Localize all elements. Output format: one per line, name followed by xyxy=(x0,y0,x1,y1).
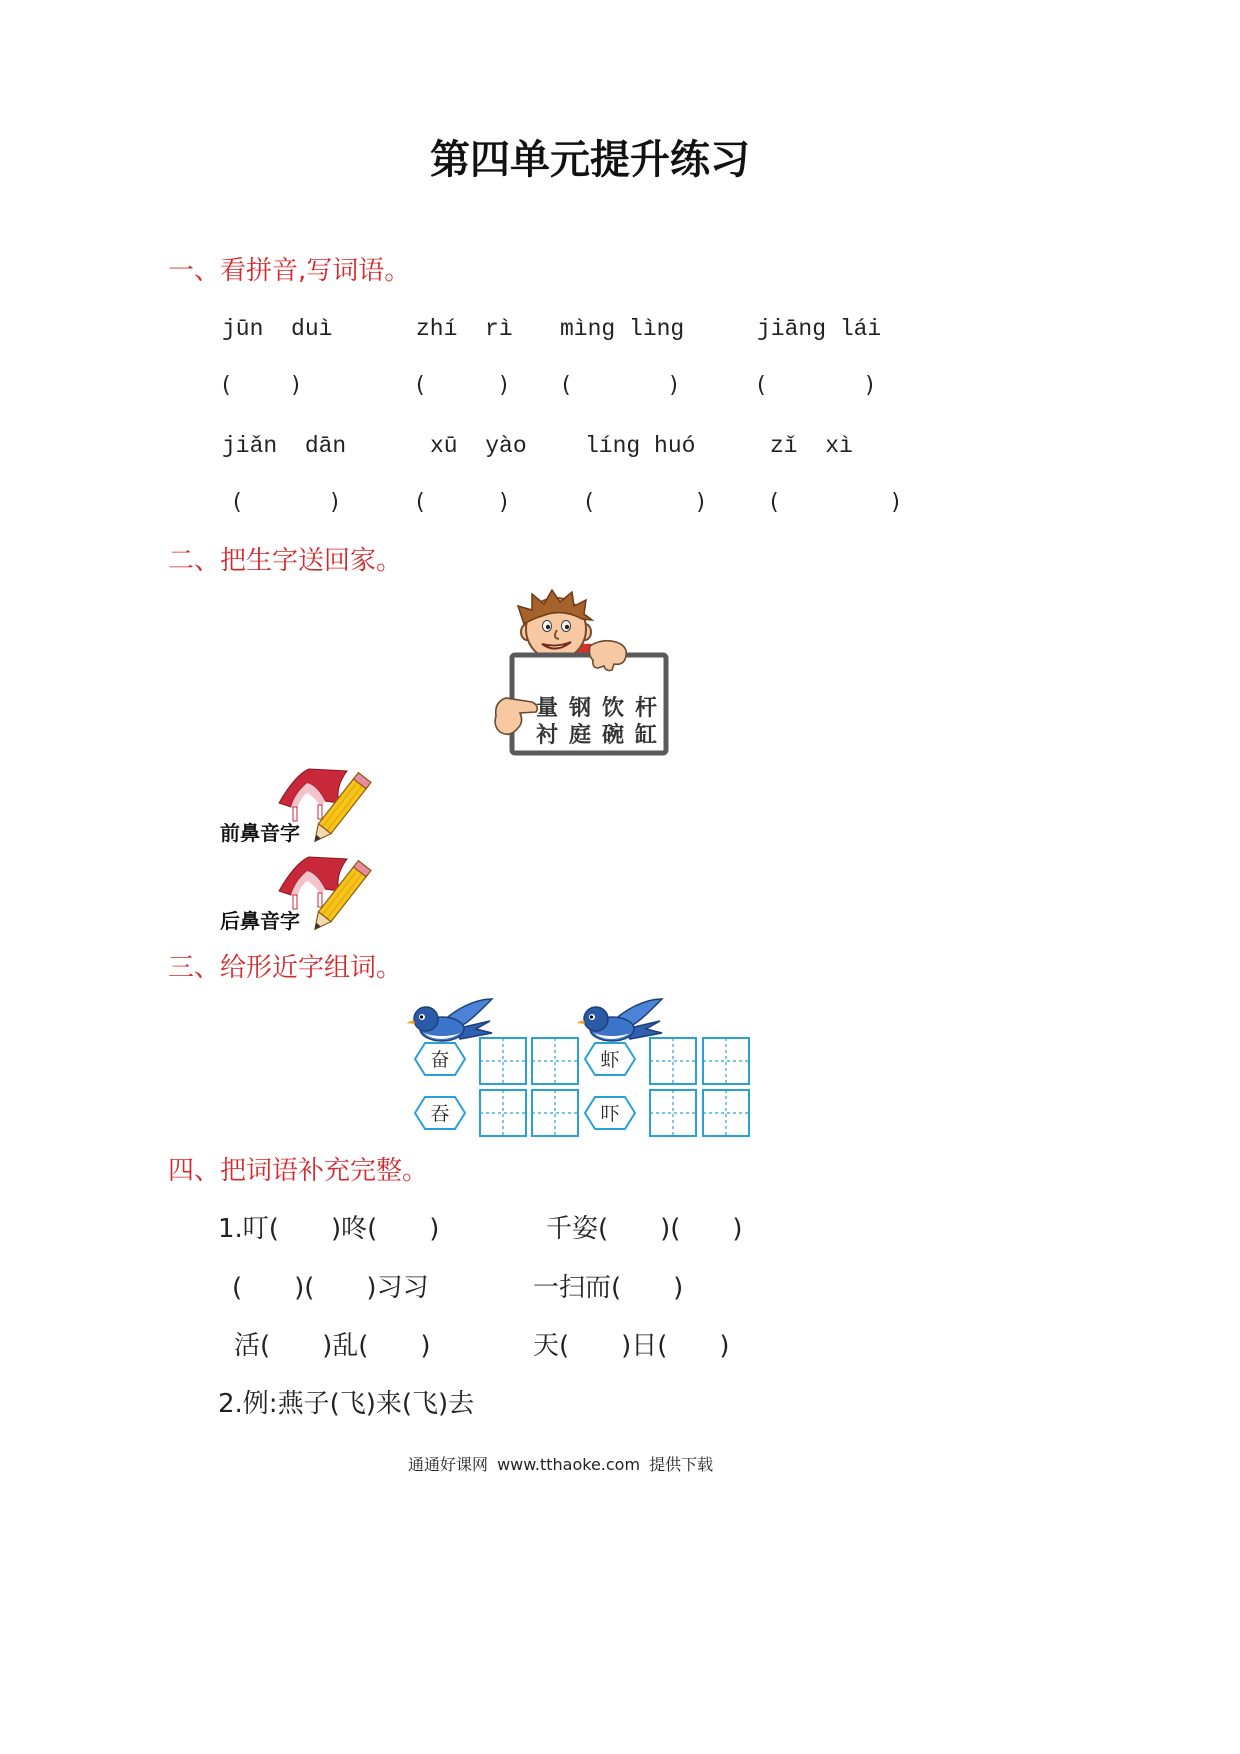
tag-character: 吓 xyxy=(600,1103,620,1125)
section-2-heading: 二、把生字送回家。 xyxy=(168,546,403,576)
pinyin-item: zhí rì xyxy=(416,316,513,342)
writing-grid-cell xyxy=(532,1090,578,1136)
writing-grid-cell xyxy=(480,1038,526,1084)
writing-grid-cell xyxy=(480,1090,526,1136)
writing-grid-cell xyxy=(650,1038,696,1084)
fill-in-phrase: 天( )日( ) xyxy=(533,1331,730,1361)
similar-characters-exercise xyxy=(400,995,760,1140)
pinyin-item: xū yào xyxy=(430,433,527,459)
board-character: 缸 xyxy=(634,723,658,748)
close-paren: ) xyxy=(891,490,900,515)
fill-in-phrase: 千姿( )( ) xyxy=(546,1214,743,1244)
fill-in-phrase: 1.叮( )咚( ) xyxy=(218,1214,440,1244)
house-label-front-nasal: 前鼻音字 xyxy=(220,821,300,845)
writing-grid-cell xyxy=(650,1090,696,1136)
open-paren: ( xyxy=(416,373,425,398)
fill-in-phrase: 活( )乱( ) xyxy=(234,1331,431,1361)
character-tag xyxy=(585,1043,635,1075)
section-4-heading: 四、把词语补充完整。 xyxy=(168,1156,429,1186)
writing-grid-cell xyxy=(703,1038,749,1084)
answer-blank xyxy=(233,489,339,517)
swallow-icon xyxy=(576,999,662,1041)
section-3-heading: 三、给形近字组词。 xyxy=(168,953,403,983)
house-label-back-nasal: 后鼻音字 xyxy=(220,909,300,933)
open-paren: ( xyxy=(562,373,571,398)
boy-holding-board-illustration xyxy=(490,588,680,763)
open-paren: ( xyxy=(585,490,594,515)
board-character: 饮 xyxy=(601,696,625,721)
open-paren: ( xyxy=(222,373,231,398)
answer-blank xyxy=(222,372,300,400)
writing-grid-cell xyxy=(532,1038,578,1084)
character-tag xyxy=(415,1097,465,1129)
answer-blank xyxy=(585,489,705,517)
close-paren: ) xyxy=(499,373,508,398)
close-paren: ) xyxy=(330,490,339,515)
open-paren: ( xyxy=(233,490,242,515)
close-paren: ) xyxy=(291,373,300,398)
pinyin-item: líng huó xyxy=(585,433,696,459)
open-paren: ( xyxy=(757,373,766,398)
board-character: 钢 xyxy=(568,696,592,721)
close-paren: ) xyxy=(865,373,874,398)
page-footer: 通通好课网 www.tthaoke.com 提供下载 xyxy=(408,1455,714,1474)
character-tag xyxy=(585,1097,635,1129)
tag-character: 吞 xyxy=(430,1103,450,1125)
board-character: 杆 xyxy=(634,696,658,721)
open-paren: ( xyxy=(770,490,779,515)
answer-blank xyxy=(770,489,900,517)
fill-in-phrase: ( )( )习习 xyxy=(232,1273,429,1303)
swallow-icon xyxy=(406,999,492,1041)
page-title: 第四单元提升练习 xyxy=(430,136,750,183)
writing-grid-cell xyxy=(703,1090,749,1136)
section-1-heading: 一、看拼音,写词语。 xyxy=(168,256,411,286)
board-character: 庭 xyxy=(568,723,592,748)
pinyin-item: mìng lìng xyxy=(560,316,685,342)
close-paren: ) xyxy=(499,490,508,515)
board-character: 量 xyxy=(535,696,559,721)
close-paren: ) xyxy=(669,373,678,398)
pinyin-item: jiāng lái xyxy=(757,316,882,342)
open-paren: ( xyxy=(416,490,425,515)
character-tag xyxy=(415,1043,465,1075)
pinyin-item: jūn duì xyxy=(222,316,333,342)
answer-blank xyxy=(416,489,508,517)
tag-character: 虾 xyxy=(600,1049,620,1071)
pinyin-item: zǐ xì xyxy=(770,433,853,459)
answer-blank xyxy=(562,372,678,400)
example-phrase: 2.例:燕子(飞)来(飞)去 xyxy=(218,1389,475,1419)
pinyin-item: jiǎn dān xyxy=(222,433,347,459)
answer-blank xyxy=(416,372,508,400)
answer-blank xyxy=(757,372,874,400)
board-character: 衬 xyxy=(535,723,559,748)
tag-character: 奋 xyxy=(430,1049,450,1071)
close-paren: ) xyxy=(696,490,705,515)
fill-in-phrase: 一扫而( ) xyxy=(533,1273,684,1303)
board-character: 碗 xyxy=(601,723,625,748)
